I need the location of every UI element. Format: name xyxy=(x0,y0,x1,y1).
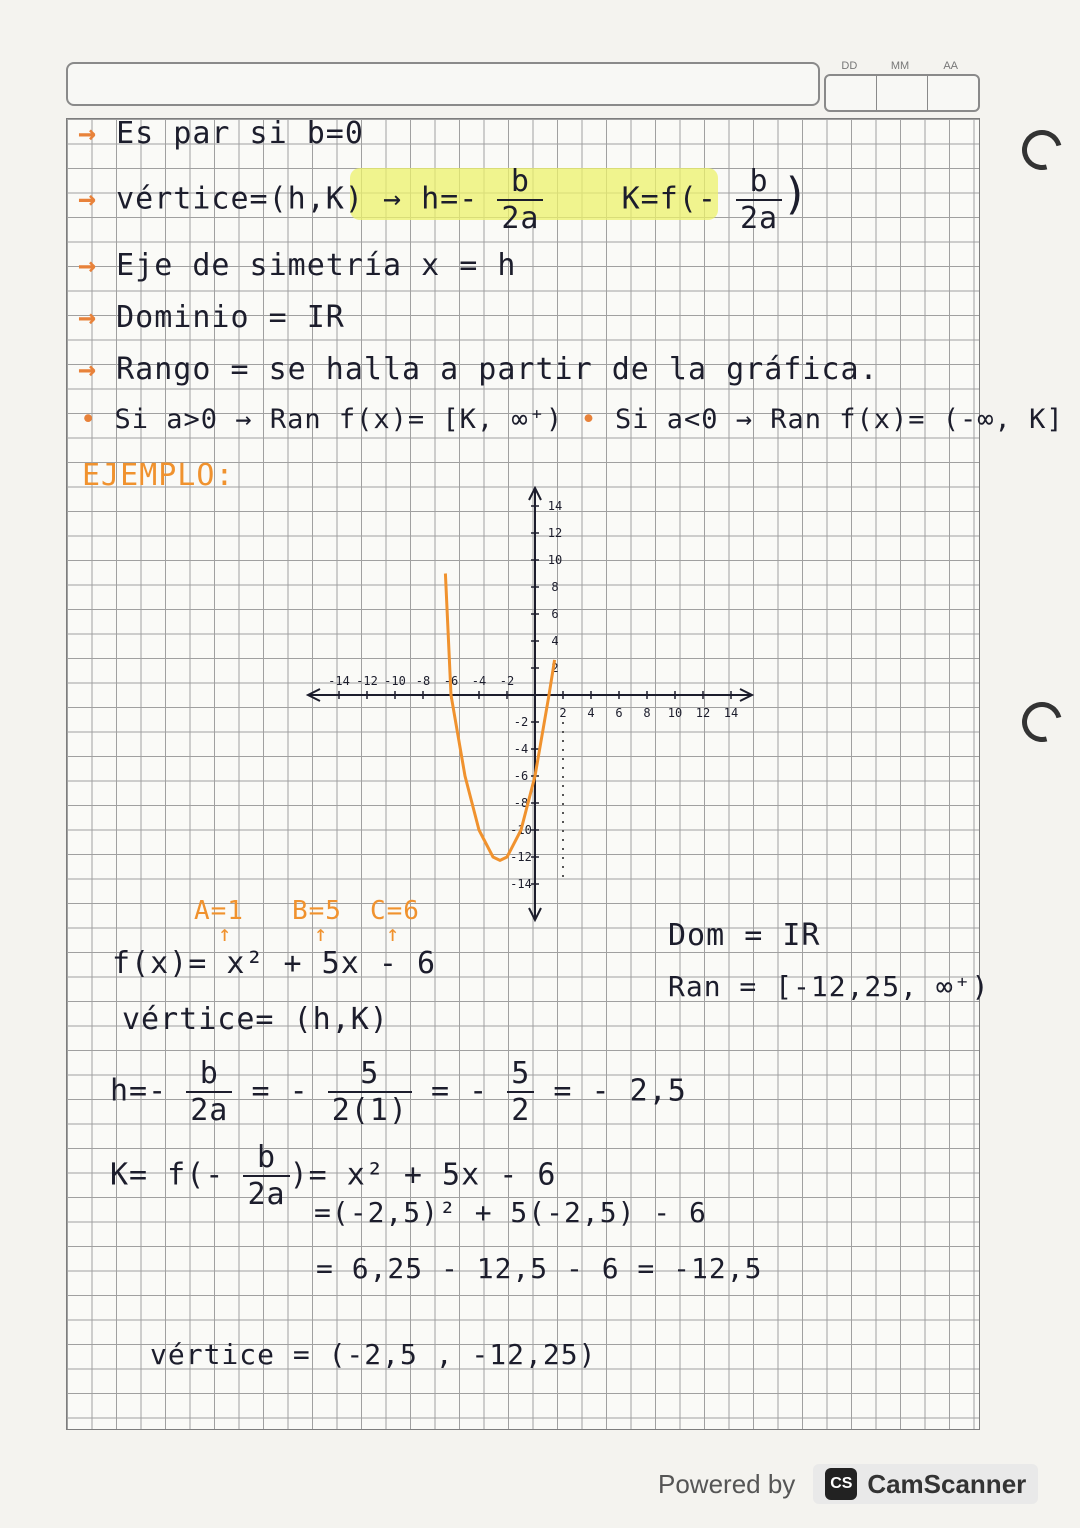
parabola-curve xyxy=(445,574,554,861)
y-tick-label: -8 xyxy=(513,796,529,810)
up-arrow-icon: ↑ xyxy=(314,922,329,947)
x-tick-label: -2 xyxy=(499,674,515,688)
arrow-icon: → xyxy=(78,248,117,283)
x-tick-label: 12 xyxy=(695,706,711,720)
up-arrow-icon: ↑ xyxy=(386,922,401,947)
y-tick-label: -4 xyxy=(513,742,529,756)
fraction: $\frac{5}{2}$ xyxy=(507,1056,534,1128)
x-tick-label: -6 xyxy=(443,674,459,688)
date-label-mm: MM xyxy=(890,60,910,72)
note-line-4: → Dominio = IR xyxy=(78,300,345,335)
y-tick-label: 12 xyxy=(547,526,563,540)
y-tick-label: -6 xyxy=(513,769,529,783)
y-tick-label: 14 xyxy=(547,499,563,513)
example-label: EJEMPLO: xyxy=(82,458,235,493)
title-field xyxy=(66,62,820,106)
y-tick-label: -12 xyxy=(510,850,532,864)
fraction: $\frac{5}{2(1)}$ xyxy=(328,1056,412,1128)
binder-ring-icon xyxy=(1015,695,1070,750)
x-tick-label: 8 xyxy=(643,706,651,720)
x-tick-label: 6 xyxy=(615,706,623,720)
range-result: Ran = [-12,25, ∞⁺) xyxy=(668,970,990,1003)
y-tick-label: 10 xyxy=(547,553,563,567)
note-line-3: → Eje de simetría x = h xyxy=(78,248,517,283)
binder-ring-icon xyxy=(1015,123,1070,178)
y-tick-label: 6 xyxy=(551,607,559,621)
date-cell-dd xyxy=(826,76,877,110)
bullet-icon: • xyxy=(580,404,615,435)
arrow-icon: → xyxy=(78,300,117,335)
vertex-definition: vértice= (h,K) xyxy=(122,1002,389,1037)
fraction: $\frac{b}{2a}$ xyxy=(736,164,782,236)
y-tick-label: 4 xyxy=(551,634,559,648)
note-line-5: → Rango = se halla a partir de la gráfica. xyxy=(78,352,879,387)
fraction: $\frac{b}{2a}$ xyxy=(186,1056,232,1128)
camscanner-name: CamScanner xyxy=(867,1468,1027,1499)
x-tick-label: -8 xyxy=(415,674,431,688)
date-field xyxy=(824,74,980,112)
note-line-2: → vértice=(h,K) → h=- $\frac{b}{2a}$ K=f(- $\frac{b}{2a}$ ) xyxy=(78,164,810,236)
x-tick-label: -10 xyxy=(384,674,406,688)
coefficient-a: A=1 xyxy=(194,896,244,926)
date-cell-mm xyxy=(877,76,928,110)
k-step-2: =(-2,5)² + 5(-2,5) - 6 xyxy=(314,1196,707,1229)
x-tick-label: 4 xyxy=(587,706,595,720)
y-tick-label: 8 xyxy=(551,580,559,594)
date-label-aa: AA xyxy=(943,60,959,72)
date-labels xyxy=(824,60,976,72)
up-arrow-icon: ↑ xyxy=(218,922,233,947)
vertex-result: vértice = (-2,5 , -12,25) xyxy=(150,1338,597,1371)
arrow-icon: → xyxy=(78,116,117,151)
x-tick-label: 14 xyxy=(723,706,739,720)
date-label-dd: DD xyxy=(841,60,858,72)
x-tick-label: 10 xyxy=(667,706,683,720)
k-step-3: = 6,25 - 12,5 - 6 = -12,5 xyxy=(316,1252,763,1285)
camscanner-badge xyxy=(813,1464,1038,1504)
bullet-icon: • xyxy=(80,404,115,435)
scanner-watermark xyxy=(658,1462,1038,1506)
k-calculation: K= f(- $\frac{b}{2a}$ )= x² + 5x - 6 xyxy=(110,1140,557,1212)
x-tick-label: 2 xyxy=(559,706,567,720)
note-line-1: → Es par si b=0 xyxy=(78,116,364,151)
x-tick-label: -12 xyxy=(356,674,378,688)
y-tick-label: -2 xyxy=(513,715,529,729)
y-tick-label: -10 xyxy=(510,823,532,837)
fraction: $\frac{b}{2a}$ xyxy=(497,164,543,236)
coefficient-c: C=6 xyxy=(370,896,420,926)
camscanner-logo-icon: CS xyxy=(825,1468,857,1500)
domain-result: Dom = IR xyxy=(668,918,821,953)
arrow-icon: → xyxy=(78,352,117,387)
y-tick-label: 2 xyxy=(551,661,559,675)
h-calculation: h=- $\frac{b}{2a}$ = - $\frac{5}{2(1)}$ = - $\frac{5}{2}$ = - 2,5 xyxy=(110,1056,687,1128)
x-tick-label: -14 xyxy=(328,674,350,688)
powered-by-text: Powered by xyxy=(658,1468,796,1499)
coefficient-b: B=5 xyxy=(292,896,342,926)
arrow-icon: → xyxy=(78,181,117,217)
fraction: $\frac{b}{2a}$ xyxy=(243,1140,289,1212)
date-cell-aa xyxy=(928,76,978,110)
example-function: f(x)= x² + 5x - 6 xyxy=(112,946,437,981)
y-tick-label: -14 xyxy=(510,877,532,891)
x-tick-label: -4 xyxy=(471,674,487,688)
parabola-graph xyxy=(300,480,770,930)
note-line-6: • Si a>0 → Ran f(x)= [K, ∞⁺) • Si a<0 → Ran f(x)= (-∞, K] xyxy=(80,404,1064,435)
